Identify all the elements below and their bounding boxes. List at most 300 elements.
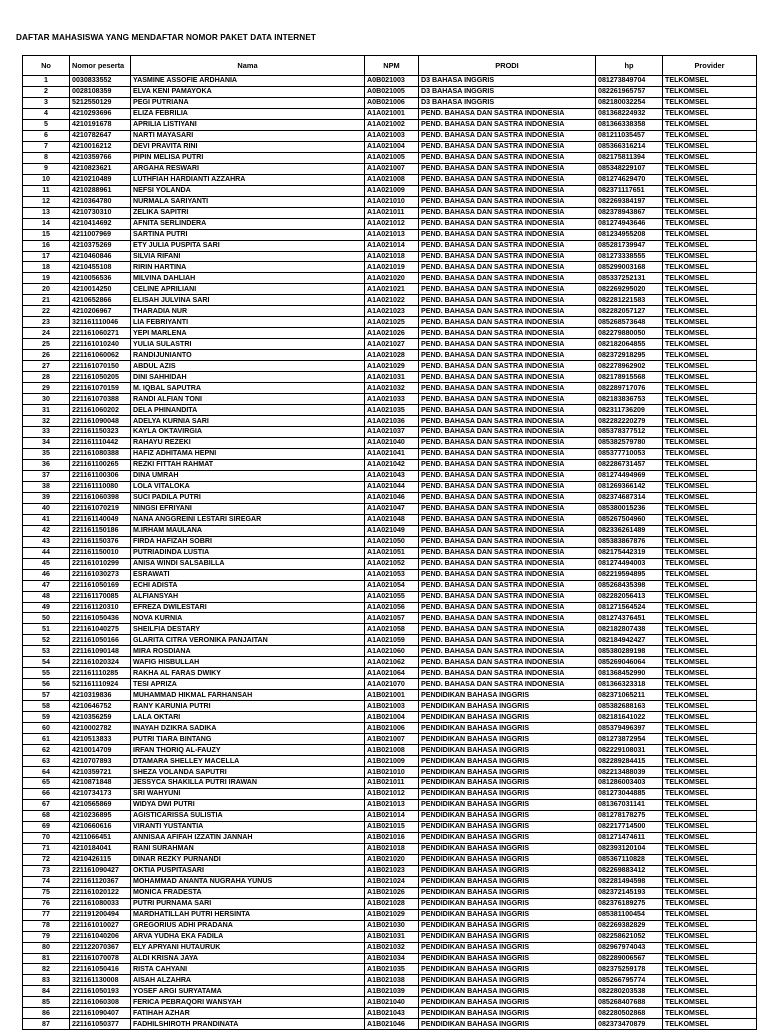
cell-npm: A1A021054 [365,580,419,591]
header-no: No [23,56,70,76]
cell-hp: 085378377512 [596,427,663,438]
cell-hp: 082371117651 [596,185,663,196]
cell-no: 51 [23,624,70,635]
cell-nomor-peserta: 221161110442 [70,437,131,448]
cell-hp: 081271474611 [596,832,663,843]
cell-hp: 085267504960 [596,514,663,525]
cell-nama: WAFIG HISBULLAH [131,657,365,668]
cell-hp: 081269366142 [596,481,663,492]
table-row [23,141,757,152]
cell-provider: TELKOMSEL [663,437,757,448]
cell-npm: A1B021020 [365,854,419,865]
cell-hp: 082286731457 [596,459,663,470]
cell-nama: DINI SAHHIDAH [131,372,365,383]
cell-hp: 085382579780 [596,437,663,448]
cell-prodi: PENDIDIKAN BAHASA INGGRIS [419,854,596,865]
cell-nomor-peserta: 4210455108 [70,262,131,273]
cell-prodi: PENDIDIKAN BAHASA INGGRIS [419,909,596,920]
cell-provider: TELKOMSEL [663,240,757,251]
cell-provider: TELKOMSEL [663,536,757,547]
cell-no: 12 [23,196,70,207]
cell-prodi: PENDIDIKAN BAHASA INGGRIS [419,756,596,767]
cell-nomor-peserta: 221161050193 [70,986,131,997]
cell-nomor-peserta: 0030833552 [70,76,131,87]
cell-nomor-peserta: 221161050416 [70,964,131,975]
cell-provider: TELKOMSEL [663,383,757,394]
cell-provider: TELKOMSEL [663,97,757,108]
cell-no: 30 [23,394,70,405]
table-row [23,273,757,284]
table-row [23,668,757,679]
cell-npm: A1A021018 [365,251,419,262]
cell-prodi: PEND. BAHASA DAN SASTRA INDONESIA [419,350,596,361]
cell-nama: ELVA KENI PAMAYOKA [131,86,365,97]
cell-no: 33 [23,427,70,438]
table-row [23,734,757,745]
cell-prodi: PEND. BAHASA DAN SASTRA INDONESIA [419,613,596,624]
cell-no: 13 [23,207,70,218]
cell-hp: 081273044885 [596,788,663,799]
cell-hp: 082181641022 [596,712,663,723]
cell-npm: A1B021007 [365,734,419,745]
table-row [23,778,757,789]
cell-nama: JESSYCA SHAKILLA PUTRI IRAWAN [131,778,365,789]
cell-provider: TELKOMSEL [663,854,757,865]
cell-provider: TELKOMSEL [663,701,757,712]
cell-nama: WIDYA DWI PUTRI [131,799,365,810]
cell-nomor-peserta: 4210293696 [70,108,131,119]
cell-prodi: PENDIDIKAN BAHASA INGGRIS [419,745,596,756]
cell-npm: A1B021004 [365,712,419,723]
cell-provider: TELKOMSEL [663,185,757,196]
cell-provider: TELKOMSEL [663,668,757,679]
table-row [23,174,757,185]
cell-npm: A1A021052 [365,558,419,569]
cell-npm: A1A021022 [365,295,419,306]
cell-prodi: PEND. BAHASA DAN SASTRA INDONESIA [419,657,596,668]
cell-hp: 082289006567 [596,953,663,964]
table-row [23,887,757,898]
cell-nama: CELINE APRILIANI [131,284,365,295]
table-row [23,295,757,306]
cell-hp: 081366338358 [596,119,663,130]
cell-prodi: PEND. BAHASA DAN SASTRA INDONESIA [419,240,596,251]
cell-no: 6 [23,130,70,141]
cell-nama: LIA FEBRIYANTI [131,317,365,328]
cell-nama: MIRA ROSDIANA [131,646,365,657]
cell-nomor-peserta: 221161100306 [70,470,131,481]
cell-nama: MILVINA DAHLIAH [131,273,365,284]
cell-provider: TELKOMSEL [663,997,757,1008]
cell-prodi: PENDIDIKAN BAHASA INGGRIS [419,942,596,953]
cell-npm: A1A021004 [365,141,419,152]
cell-npm: A1B021006 [365,723,419,734]
cell-provider: TELKOMSEL [663,986,757,997]
cell-npm: A1A021027 [365,339,419,350]
table-row [23,207,757,218]
cell-nama: FIRDA HAFIZAH SOBRI [131,536,365,547]
cell-no: 86 [23,1008,70,1019]
cell-provider: TELKOMSEL [663,372,757,383]
cell-provider: TELKOMSEL [663,448,757,459]
cell-nomor-peserta: 321161110046 [70,317,131,328]
cell-provider: TELKOMSEL [663,624,757,635]
cell-provider: TELKOMSEL [663,503,757,514]
cell-hp: 082282220279 [596,416,663,427]
cell-provider: TELKOMSEL [663,679,757,690]
cell-no: 49 [23,602,70,613]
cell-npm: A1A021070 [365,679,419,690]
cell-prodi: PEND. BAHASA DAN SASTRA INDONESIA [419,481,596,492]
cell-npm: A1B021024 [365,876,419,887]
cell-hp: 082289717076 [596,383,663,394]
table-row [23,624,757,635]
cell-provider: TELKOMSEL [663,229,757,240]
cell-hp: 081368224932 [596,108,663,119]
cell-hp: 082374687314 [596,492,663,503]
cell-prodi: PEND. BAHASA DAN SASTRA INDONESIA [419,536,596,547]
cell-no: 62 [23,745,70,756]
cell-nomor-peserta: 221161080388 [70,448,131,459]
cell-prodi: PEND. BAHASA DAN SASTRA INDONESIA [419,668,596,679]
cell-no: 55 [23,668,70,679]
cell-nomor-peserta: 4210319836 [70,690,131,701]
cell-npm: A1B021043 [365,1008,419,1019]
cell-no: 14 [23,218,70,229]
cell-prodi: PEND. BAHASA DAN SASTRA INDONESIA [419,448,596,459]
cell-prodi: PENDIDIKAN BAHASA INGGRIS [419,767,596,778]
cell-nomor-peserta: 221161060308 [70,997,131,1008]
cell-nama: ADELYA KURNIA SARI [131,416,365,427]
table-row [23,920,757,931]
cell-prodi: PENDIDIKAN BAHASA INGGRIS [419,1019,596,1030]
cell-prodi: PEND. BAHASA DAN SASTRA INDONESIA [419,514,596,525]
cell-nomor-peserta: 221161040206 [70,931,131,942]
table-row [23,690,757,701]
table-row [23,569,757,580]
cell-provider: TELKOMSEL [663,141,757,152]
table-row [23,679,757,690]
cell-npm: A1A021021 [365,284,419,295]
cell-npm: A1A021014 [365,240,419,251]
cell-nomor-peserta: 0028108359 [70,86,131,97]
cell-nama: RANDIJUNIANTO [131,350,365,361]
table-row [23,163,757,174]
cell-npm: A1B021035 [365,964,419,975]
cell-hp: 082180032254 [596,97,663,108]
cell-hp: 085299003168 [596,262,663,273]
cell-hp: 082280502868 [596,1008,663,1019]
cell-provider: TELKOMSEL [663,613,757,624]
cell-nama: KAYLA OKTAVIRGIA [131,427,365,438]
cell-hp: 082280203538 [596,986,663,997]
table-row [23,218,757,229]
cell-npm: A1B021046 [365,1019,419,1030]
cell-no: 63 [23,756,70,767]
cell-no: 34 [23,437,70,448]
cell-no: 59 [23,712,70,723]
cell-hp: 082261965757 [596,86,663,97]
cell-nomor-peserta: 5212550129 [70,97,131,108]
cell-no: 26 [23,350,70,361]
cell-hp: 082378943867 [596,207,663,218]
table-row [23,328,757,339]
cell-provider: TELKOMSEL [663,119,757,130]
cell-nomor-peserta: 4211066451 [70,832,131,843]
cell-prodi: PENDIDIKAN BAHASA INGGRIS [419,788,596,799]
cell-provider: TELKOMSEL [663,492,757,503]
table-row [23,986,757,997]
cell-hp: 082269382829 [596,920,663,931]
cell-no: 24 [23,328,70,339]
cell-prodi: PEND. BAHASA DAN SASTRA INDONESIA [419,119,596,130]
cell-nama: THARADIA NUR [131,306,365,317]
cell-no: 27 [23,361,70,372]
cell-no: 39 [23,492,70,503]
cell-nama: NARTI MAYASARI [131,130,365,141]
cell-prodi: PEND. BAHASA DAN SASTRA INDONESIA [419,229,596,240]
cell-no: 22 [23,306,70,317]
cell-prodi: PEND. BAHASA DAN SASTRA INDONESIA [419,196,596,207]
cell-nama: REZKI FITTAH RAHMAT [131,459,365,470]
cell-nama: ARGAHA RESWARI [131,163,365,174]
cell-prodi: PEND. BAHASA DAN SASTRA INDONESIA [419,361,596,372]
cell-prodi: PEND. BAHASA DAN SASTRA INDONESIA [419,207,596,218]
cell-no: 53 [23,646,70,657]
cell-no: 11 [23,185,70,196]
cell-nomor-peserta: 221161150010 [70,547,131,558]
cell-hp: 085379496397 [596,723,663,734]
cell-nama: YASMINE ASSOFIE ARDHANIA [131,76,365,87]
cell-provider: TELKOMSEL [663,251,757,262]
cell-nama: APRILIA LISTIYANI [131,119,365,130]
table-row [23,898,757,909]
cell-npm: A1A021044 [365,481,419,492]
cell-provider: TELKOMSEL [663,690,757,701]
cell-nama: LOLA VITALOKA [131,481,365,492]
cell-hp: 081286003403 [596,778,663,789]
cell-npm: A1B021030 [365,920,419,931]
cell-nomor-peserta: 221161010240 [70,339,131,350]
table-row [23,394,757,405]
cell-nama: ELY APRYANI HUTAURUK [131,942,365,953]
table-row [23,756,757,767]
cell-nomor-peserta: 521161110924 [70,679,131,690]
cell-no: 44 [23,547,70,558]
cell-prodi: PEND. BAHASA DAN SASTRA INDONESIA [419,251,596,262]
cell-no: 60 [23,723,70,734]
cell-nomor-peserta: 221161070219 [70,503,131,514]
table-row [23,108,757,119]
cell-hp: 081274376451 [596,613,663,624]
cell-prodi: PENDIDIKAN BAHASA INGGRIS [419,821,596,832]
cell-prodi: PEND. BAHASA DAN SASTRA INDONESIA [419,679,596,690]
table-row [23,723,757,734]
cell-nama: RAKHA AL FARAS DWIKY [131,668,365,679]
cell-nama: ANISA WINDI SALSABILLA [131,558,365,569]
cell-nama: SRI WAHYUNI [131,788,365,799]
cell-prodi: PENDIDIKAN BAHASA INGGRIS [419,997,596,1008]
cell-npm: A1A021023 [365,306,419,317]
cell-nama: DELA PHINANDITA [131,405,365,416]
table-row [23,635,757,646]
table-row [23,262,757,273]
cell-prodi: PENDIDIKAN BAHASA INGGRIS [419,778,596,789]
cell-prodi: PEND. BAHASA DAN SASTRA INDONESIA [419,306,596,317]
table-row [23,514,757,525]
table-row [23,745,757,756]
cell-no: 1 [23,76,70,87]
table-row [23,97,757,108]
table-row [23,876,757,887]
cell-npm: A1A021051 [365,547,419,558]
cell-nama: ZELIKA SAPITRI [131,207,365,218]
table-row [23,383,757,394]
table-row [23,525,757,536]
cell-nama: YEPI MARLENA [131,328,365,339]
cell-no: 52 [23,635,70,646]
cell-npm: A1A021032 [365,383,419,394]
cell-provider: TELKOMSEL [663,591,757,602]
cell-nomor-peserta: 4210356259 [70,712,131,723]
header-hp: hp [596,56,663,76]
cell-npm: A1A021037 [365,427,419,438]
cell-prodi: PEND. BAHASA DAN SASTRA INDONESIA [419,163,596,174]
cell-hp: 081273872954 [596,734,663,745]
cell-nama: NOVA KURNIA [131,613,365,624]
cell-nomor-peserta: 221161060271 [70,328,131,339]
cell-nomor-peserta: 221161070150 [70,361,131,372]
cell-no: 56 [23,679,70,690]
cell-provider: TELKOMSEL [663,306,757,317]
cell-nama: ESRAWATI [131,569,365,580]
cell-npm: A1A021053 [365,569,419,580]
cell-nomor-peserta: 221161050169 [70,580,131,591]
cell-nama: HAFIZ ADHITAMA HEPNI [131,448,365,459]
table-row [23,964,757,975]
cell-no: 46 [23,569,70,580]
table-row [23,997,757,1008]
cell-hp: 082289284415 [596,756,663,767]
cell-prodi: D3 BAHASA INGGRIS [419,97,596,108]
cell-prodi: PEND. BAHASA DAN SASTRA INDONESIA [419,569,596,580]
cell-provider: TELKOMSEL [663,635,757,646]
cell-hp: 082269384197 [596,196,663,207]
cell-hp: 081271564524 [596,602,663,613]
table-row [23,558,757,569]
cell-nomor-peserta: 4210056536 [70,273,131,284]
table-row [23,580,757,591]
cell-nomor-peserta: 221161070388 [70,394,131,405]
cell-nomor-peserta: 4210014709 [70,745,131,756]
cell-hp: 085269046064 [596,657,663,668]
table-header-row [23,56,757,76]
table-row [23,613,757,624]
cell-npm: A1B021012 [365,788,419,799]
cell-nomor-peserta: 221161030273 [70,569,131,580]
cell-provider: TELKOMSEL [663,778,757,789]
cell-npm: A1B021009 [365,756,419,767]
cell-no: 68 [23,810,70,821]
cell-nama: ELISAH JULVINA SARI [131,295,365,306]
cell-provider: TELKOMSEL [663,569,757,580]
cell-npm: A1A021003 [365,130,419,141]
cell-hp: 085366316214 [596,141,663,152]
cell-hp: 085268407688 [596,997,663,1008]
cell-npm: A1A021043 [365,470,419,481]
cell-no: 75 [23,887,70,898]
cell-prodi: PENDIDIKAN BAHASA INGGRIS [419,799,596,810]
cell-nomor-peserta: 221161120367 [70,876,131,887]
cell-prodi: PEND. BAHASA DAN SASTRA INDONESIA [419,130,596,141]
cell-nama: VIRANTI YUSTANTIA [131,821,365,832]
cell-nomor-peserta: 4210782647 [70,130,131,141]
table-row [23,810,757,821]
cell-nomor-peserta: 221161090148 [70,646,131,657]
cell-no: 71 [23,843,70,854]
cell-npm: A1B021015 [365,821,419,832]
cell-nomor-peserta: 321161130008 [70,975,131,986]
cell-prodi: D3 BAHASA INGGRIS [419,86,596,97]
cell-nomor-peserta: 4210660616 [70,821,131,832]
cell-nomor-peserta: 221161010299 [70,558,131,569]
cell-provider: TELKOMSEL [663,207,757,218]
cell-provider: TELKOMSEL [663,821,757,832]
cell-nama: LALA OKTARI [131,712,365,723]
cell-hp: 082183836753 [596,394,663,405]
cell-no: 79 [23,931,70,942]
cell-nomor-peserta: 221161020324 [70,657,131,668]
cell-nomor-peserta: 4210426115 [70,854,131,865]
cell-npm: A1B021013 [365,799,419,810]
cell-prodi: PEND. BAHASA DAN SASTRA INDONESIA [419,218,596,229]
cell-prodi: PENDIDIKAN BAHASA INGGRIS [419,810,596,821]
cell-hp: 082269295020 [596,284,663,295]
cell-nama: YULIA SULASTRI [131,339,365,350]
cell-nama: FADHILSHIROTH PRANDINATA [131,1019,365,1030]
cell-provider: TELKOMSEL [663,810,757,821]
cell-provider: TELKOMSEL [663,350,757,361]
cell-provider: TELKOMSEL [663,394,757,405]
cell-provider: TELKOMSEL [663,745,757,756]
cell-no: 67 [23,799,70,810]
cell-provider: TELKOMSEL [663,646,757,657]
cell-provider: TELKOMSEL [663,876,757,887]
cell-provider: TELKOMSEL [663,712,757,723]
cell-no: 45 [23,558,70,569]
table-row [23,185,757,196]
cell-nomor-peserta: 4210016212 [70,141,131,152]
cell-hp: 081274494969 [596,470,663,481]
cell-nama: EFREZA DWILESTARI [131,602,365,613]
cell-hp: 082278962902 [596,361,663,372]
cell-npm: A1A021019 [365,262,419,273]
table-row [23,350,757,361]
cell-npm: A1B021023 [365,865,419,876]
cell-no: 2 [23,86,70,97]
cell-hp: 085367110828 [596,854,663,865]
cell-no: 8 [23,152,70,163]
cell-nama: ARVA YUDHA EKA FADILA [131,931,365,942]
cell-provider: TELKOMSEL [663,295,757,306]
cell-hp: 081274943646 [596,218,663,229]
cell-no: 3 [23,97,70,108]
cell-hp: 082336261489 [596,525,663,536]
student-table [22,55,757,1030]
cell-no: 20 [23,284,70,295]
cell-provider: TELKOMSEL [663,920,757,931]
cell-prodi: PEND. BAHASA DAN SASTRA INDONESIA [419,503,596,514]
